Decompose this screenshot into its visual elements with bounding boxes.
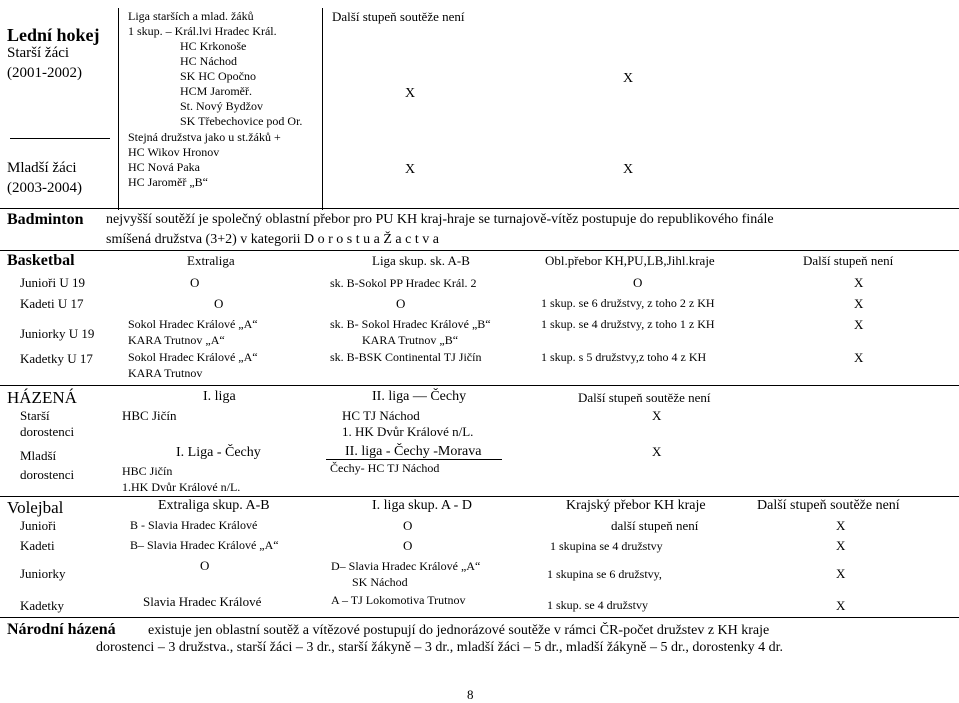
volejbal-cell: X bbox=[836, 518, 846, 533]
basketbal-cat: Juniorky U 19 bbox=[20, 326, 95, 341]
basketbal-cell: Sokol Hradec Králové „A“ bbox=[128, 317, 258, 331]
volejbal-h-extra: Extraliga skup. A-B bbox=[158, 498, 270, 513]
hokej-league: Liga starších a mlad. žáků bbox=[128, 9, 254, 23]
volejbal-cell: B– Slavia Hradec Králové „A“ bbox=[130, 538, 279, 552]
basketbal-cell: X bbox=[854, 275, 864, 290]
volejbal-cat: Junioři bbox=[20, 518, 57, 533]
volejbal-cell: X bbox=[836, 566, 846, 581]
hazena-cat: dorostenci bbox=[20, 467, 75, 482]
hokej-x: X bbox=[623, 162, 634, 177]
hokej-divider bbox=[10, 138, 110, 139]
basketbal-h-dalsi: Další stupeň není bbox=[803, 253, 894, 268]
page-number: 8 bbox=[467, 687, 474, 702]
volejbal-cell: Slavia Hradec Králové bbox=[143, 594, 262, 609]
basketbal-cell: 1 skup. s 5 družstvy,z toho 4 z KH bbox=[541, 350, 707, 364]
hokej-team: 1 skup. – Král.lvi Hradec Král. bbox=[128, 24, 277, 38]
basketbal-h-extraliga: Extraliga bbox=[187, 253, 235, 268]
basketbal-cell: sk. B-BSK Continental TJ Jičín bbox=[330, 350, 482, 364]
hokej-team: HC Nová Paka bbox=[128, 160, 200, 174]
basketbal-cell: X bbox=[854, 317, 864, 332]
hazena-cell: X bbox=[652, 444, 662, 459]
hokej-mladsi-years: (2003-2004) bbox=[7, 180, 82, 196]
hazena-cell: Čechy- HC TJ Náchod bbox=[330, 461, 440, 475]
hokej-title: Lední hokej bbox=[7, 25, 100, 45]
hokej-mladsi: Mladší žáci bbox=[7, 160, 77, 176]
hokej-note: Stejná družstva jako u st.žáků + bbox=[128, 130, 281, 144]
hokej-team: SK HC Opočno bbox=[180, 69, 257, 83]
volejbal-cell: B - Slavia Hradec Králové bbox=[130, 518, 258, 532]
section-divider bbox=[0, 250, 959, 251]
basketbal-cell: O bbox=[214, 296, 224, 311]
volejbal-cell: další stupeň není bbox=[611, 518, 699, 533]
volejbal-h-liga: I. liga skup. A - D bbox=[372, 498, 472, 513]
narodni-line1: existuje jen oblastní soutěž a vítězové postupují do jednorázové soutěže v rámci ČR-počet družstev z KH kraje bbox=[148, 623, 770, 638]
basketbal-cell: 1 skup. se 6 družstvy, z toho 2 z KH bbox=[541, 296, 715, 310]
hazena-sub-liga2: II. liga - Čechy -Morava bbox=[345, 444, 482, 459]
hokej-next-level: Další stupeň soutěže není bbox=[332, 9, 465, 24]
badminton-line2: smíšená družstva (3+2) v kategorii D o r o s t u a Ž a c t v a bbox=[106, 232, 439, 247]
basketbal-cell: Sokol Hradec Králové „A“ bbox=[128, 350, 258, 364]
volejbal-cell: 1 skupina se 4 družstvy bbox=[550, 539, 663, 553]
hokej-team: HC Náchod bbox=[180, 54, 237, 68]
basketbal-cell: KARA Trutnov „A“ bbox=[128, 333, 225, 347]
hokej-x: X bbox=[405, 86, 416, 101]
hokej-team: SK Třebechovice pod Or. bbox=[180, 114, 303, 128]
section-divider bbox=[0, 208, 959, 209]
hazena-sub-liga1: I. Liga - Čechy bbox=[176, 445, 261, 460]
volejbal-h-krajsky: Krajský přebor KH kraje bbox=[566, 498, 706, 513]
basketbal-cell: O bbox=[190, 275, 200, 290]
volejbal-cat: Juniorky bbox=[20, 566, 66, 581]
volejbal-cell: 1 skupina se 6 družstvy, bbox=[547, 567, 662, 581]
basketbal-cell: X bbox=[854, 350, 864, 365]
volejbal-cell: D– Slavia Hradec Králové „A“ bbox=[331, 559, 481, 573]
hazena-cell: HBC Jičín bbox=[122, 464, 173, 478]
basketbal-title: Basketbal bbox=[7, 252, 75, 269]
basketbal-cat: Kadetky U 17 bbox=[20, 351, 93, 366]
hokej-team: HC Jaroměř „B“ bbox=[128, 175, 208, 189]
basketbal-cat: Kadeti U 17 bbox=[20, 296, 84, 311]
basketbal-cell: sk. B- Sokol Hradec Králové „B“ bbox=[330, 317, 491, 331]
hazena-underline bbox=[326, 459, 502, 460]
volejbal-cell: X bbox=[836, 598, 846, 613]
basketbal-cell: sk. B-Sokol PP Hradec Král. 2 bbox=[330, 276, 477, 290]
volejbal-cell: A – TJ Lokomotiva Trutnov bbox=[331, 593, 466, 607]
basketbal-cell: KARA Trutnov bbox=[128, 366, 203, 380]
volejbal-title: Volejbal bbox=[7, 498, 64, 517]
basketbal-cell: KARA Trutnov „B“ bbox=[362, 333, 459, 347]
hokej-team: HCM Jaroměř. bbox=[180, 84, 252, 98]
hokej-starsi: Starší žáci bbox=[7, 45, 70, 61]
basketbal-cat: Junioři U 19 bbox=[20, 275, 85, 290]
section-divider bbox=[0, 496, 959, 497]
basketbal-h-liga: Liga skup. sk. A-B bbox=[372, 253, 470, 268]
volejbal-cat: Kadeti bbox=[20, 538, 55, 553]
hazena-cell: 1.HK Dvůr Králové n/L. bbox=[122, 480, 241, 494]
hazena-title: HÁZENÁ bbox=[7, 388, 77, 407]
volejbal-cell: O bbox=[200, 558, 210, 573]
hokej-x: X bbox=[405, 162, 416, 177]
hazena-cell: X bbox=[652, 408, 662, 423]
hokej-team: HC Krkonoše bbox=[180, 39, 247, 53]
hokej-vline-1 bbox=[118, 8, 119, 210]
badminton-title: Badminton bbox=[7, 211, 84, 228]
hokej-vline-2 bbox=[322, 8, 323, 210]
hazena-cell: HC TJ Náchod bbox=[342, 408, 420, 423]
volejbal-h-dalsi: Další stupeň soutěže není bbox=[757, 498, 900, 513]
narodni-line2: dorostenci – 3 družstva., starší žáci – 3 dr., starší žákyně – 3 dr., mladší žáci – 5 dr., mladší žákyně – 5 dr., dorostenky 4 dr. bbox=[96, 640, 784, 655]
basketbal-cell: 1 skup. se 4 družstvy, z toho 1 z KH bbox=[541, 317, 715, 331]
badminton-line1: nejvyšší soutěží je společný oblastní přebor pro PU KH kraj-hraje se turnajově-vítěz postupuje do republikového finále bbox=[106, 212, 774, 227]
narodni-title: Národní házená bbox=[7, 621, 116, 638]
hazena-cell: 1. HK Dvůr Králové n/L. bbox=[342, 424, 474, 439]
volejbal-cat: Kadetky bbox=[20, 598, 65, 613]
volejbal-cell: SK Náchod bbox=[352, 575, 408, 589]
hokej-team: HC Wikov Hronov bbox=[128, 145, 220, 159]
hokej-team: St. Nový Bydžov bbox=[180, 99, 264, 113]
volejbal-cell: O bbox=[403, 538, 413, 553]
hokej-starsi-years: (2001-2002) bbox=[7, 65, 82, 81]
hokej-x: X bbox=[623, 71, 634, 86]
hazena-h-liga2: II. liga — Čechy bbox=[372, 389, 467, 404]
basketbal-cell: O bbox=[633, 275, 643, 290]
hazena-h-dalsi: Další stupeň soutěže není bbox=[578, 390, 711, 405]
basketbal-h-obl: Obl.přebor KH,PU,LB,Jihl.kraje bbox=[545, 253, 715, 268]
hazena-cat: Mladší bbox=[20, 448, 57, 463]
basketbal-cell: O bbox=[396, 296, 406, 311]
volejbal-cell: O bbox=[403, 518, 413, 533]
hazena-cat: dorostenci bbox=[20, 424, 75, 439]
volejbal-cell: X bbox=[836, 538, 846, 553]
hazena-cat: Starší bbox=[20, 408, 50, 423]
hazena-h-liga1: I. liga bbox=[203, 389, 236, 404]
basketbal-cell: X bbox=[854, 296, 864, 311]
volejbal-cell: 1 skup. se 4 družstvy bbox=[547, 598, 648, 612]
section-divider bbox=[0, 617, 959, 618]
hazena-cell: HBC Jičín bbox=[122, 408, 177, 423]
section-divider bbox=[0, 385, 959, 386]
